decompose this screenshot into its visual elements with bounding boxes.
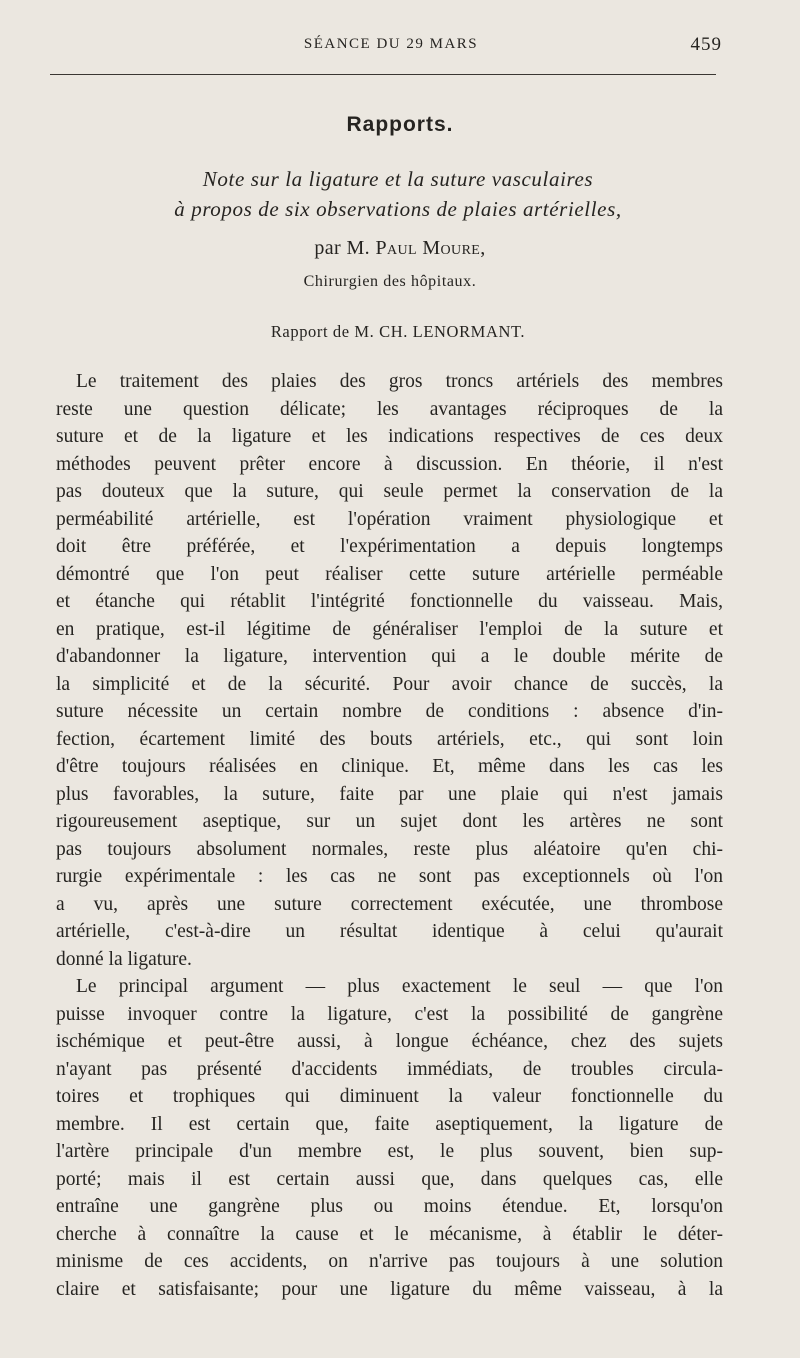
text-line: puisse invoquer contre la ligature, c'est la possibilité de gangrène [56,1003,723,1025]
text-line: suture nécessite un certain nombre de conditions : absence d'in- [56,701,723,722]
text-line: toires et trophiques qui diminuent la valeur fonctionnelle du [56,1086,723,1107]
text-line: reste une question délicate; les avantages réciproques de la [56,398,723,420]
text-line: la simplicité et de la sécurité. Pour avoir chance de succès, la [56,673,723,695]
section-heading: Rapports. [346,113,454,136]
text-line: cherche à connaître la cause et le mécanisme, à établir le déter- [56,1223,723,1245]
text-line: pas douteux que la suture, qui seule permet la conservation de la [56,481,723,502]
page-number: 459 [690,34,722,55]
text-line: pas toujours absolument normales, reste plus aléatoire qu'en chi- [56,838,723,860]
text-line: entraîne une gangrène plus ou moins étendue. Et, lorsqu'on [56,1196,723,1217]
text-line: perméabilité artérielle, est l'opération vraiment physiologique et [56,508,723,530]
text-line: l'artère principale d'un membre est, le plus souvent, bien sup- [56,1141,723,1162]
text-line: artérielle, c'est-à-dire un résultat identique à celui qu'aurait [56,921,723,942]
text-line: a vu, après une suture correctement exécutée, une thrombose [56,893,723,915]
header-rule [50,74,716,75]
running-header [60,34,722,58]
body-text [56,368,723,1303]
text-line: Le traitement des plaies des gros troncs artériels des membres [76,371,723,392]
byline-prefix: par M. [314,237,371,259]
text-line: rigoureusement aseptique, sur un sujet dont les artères ne sont [56,811,723,832]
article-title-line: à propos de six observations de plaies artérielles, [174,197,622,221]
text-line: en pratique, est-il légitime de généraliser l'emploi de la suture et [56,618,723,640]
author-name: Paul Moure, [375,237,486,259]
byline [0,237,800,260]
report-attribution: Rapport de M. CH. LENORMANT. [270,322,526,341]
running-title: SÉANCE DU 29 MARS [303,36,479,52]
article-title-line: Note sur la ligature et la suture vasculaires [202,167,594,191]
text-line: minisme de ces accidents, on n'arrive pas toujours à une solution [56,1251,723,1272]
text-line: d'abandonner la ligature, intervention qui a le double mérite de [56,646,723,667]
text-line: fection, écartement limité des bouts artériels, etc., qui sont loin [56,728,723,750]
text-line: et étanche qui rétablit l'intégrité fonctionnelle du vaisseau. Mais, [56,591,723,612]
text-line: rurgie expérimentale : les cas ne sont pas exceptionnels où l'on [56,866,723,887]
author-affiliation: Chirurgien des hôpitaux. [303,273,477,290]
text-line: doit être préférée, et l'expérimentation a depuis longtemps [56,536,723,557]
text-line: n'ayant pas présenté d'accidents immédiats, de troubles circula- [56,1058,723,1080]
text-line: Le principal argument — plus exactement le seul — que l'on [76,976,723,997]
text-line: d'être toujours réalisées en clinique. Et, même dans les cas les [56,756,723,777]
text-line: plus favorables, la suture, faite par une plaie qui n'est jamais [56,783,723,805]
text-line: membre. Il est certain que, faite aseptiquement, la ligature de [56,1113,723,1135]
text-line: suture et de la ligature et les indications respectives de ces deux [56,426,723,447]
text-line: méthodes peuvent prêter encore à discussion. En théorie, il n'est [56,453,723,475]
text-line: porté; mais il est certain aussi que, dans quelques cas, elle [56,1168,723,1190]
text-line: claire et satisfaisante; pour une ligature du même vaisseau, à la [56,1278,723,1300]
text-line: donné la ligature. [56,948,192,970]
article-title [60,164,736,224]
text-line: ischémique et peut-être aussi, à longue échéance, chez des sujets [56,1031,723,1052]
text-line: démontré que l'on peut réaliser cette suture artérielle perméable [56,563,723,585]
